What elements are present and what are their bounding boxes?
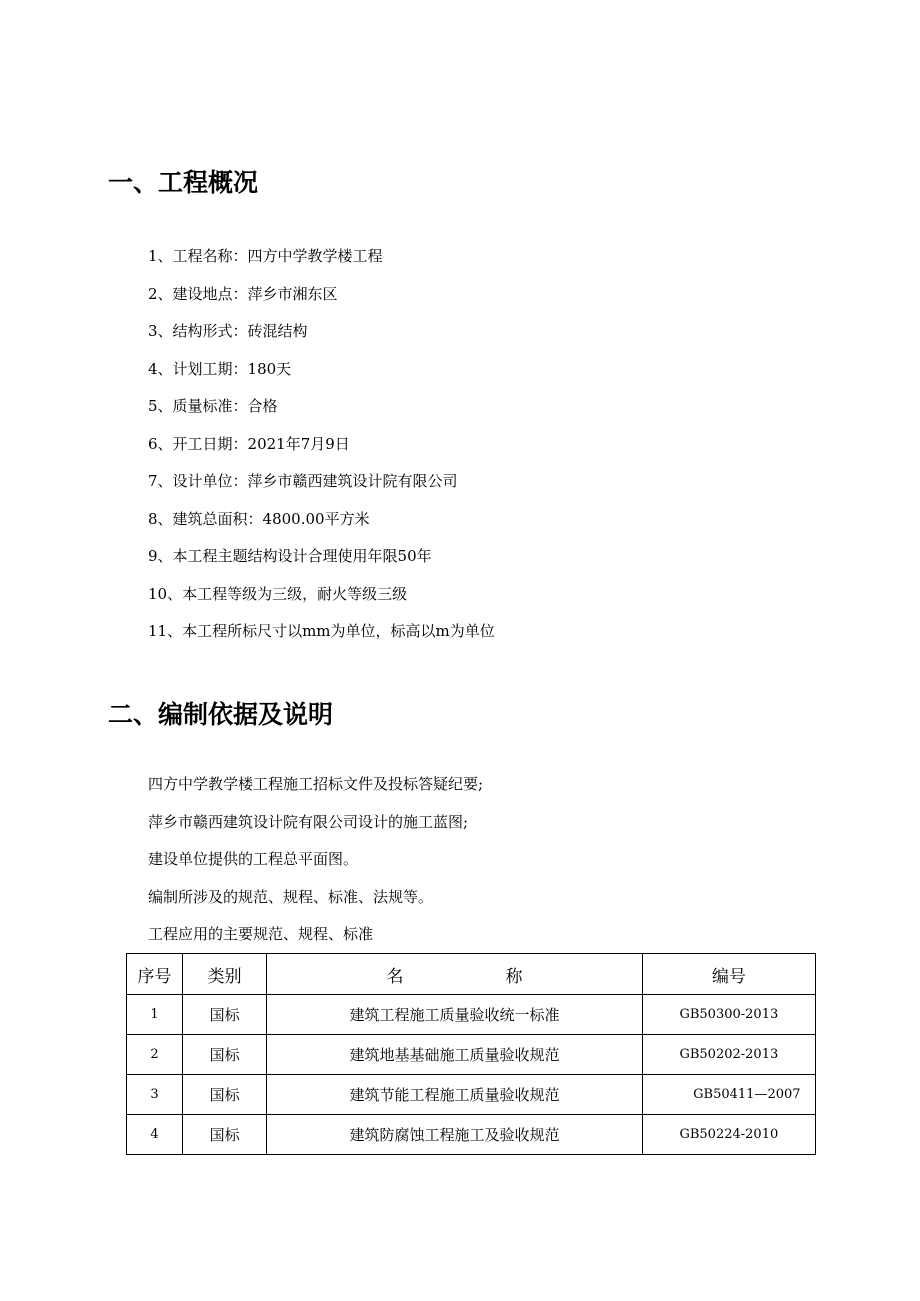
cell-seq: 4 [127, 1115, 183, 1155]
list-item: 1、工程名称：四方中学教学楼工程 [148, 247, 383, 265]
list-item: 11、本工程所标尺寸以mm为单位，标高以m为单位 [148, 622, 495, 640]
paragraph: 四方中学教学楼工程施工招标文件及投标答疑纪要; [148, 775, 484, 793]
list-item: 3、结构形式：砖混结构 [148, 322, 308, 340]
table-row [127, 1035, 816, 1075]
list-item: 5、质量标准：合格 [148, 397, 278, 415]
list-item: 4、计划工期：180天 [148, 359, 292, 378]
paragraph: 工程应用的主要规范、规程、标准 [148, 925, 374, 943]
cell-name: 建筑地基基础施工质量验收规范 [267, 1035, 643, 1075]
project-overview-list [148, 243, 495, 656]
cell-category: 国标 [183, 1035, 267, 1075]
list-item: 10、本工程等级为三级，耐火等级三级 [148, 584, 408, 603]
cell-name: 建筑防腐蚀工程施工及验收规范 [267, 1115, 643, 1155]
cell-category: 国标 [183, 1115, 267, 1155]
list-item: 9、本工程主题结构设计合理使用年限50年 [148, 547, 432, 565]
cell-code: GB50411—2007 [642, 1075, 815, 1115]
paragraph: 建设单位提供的工程总平面图。 [148, 850, 359, 868]
cell-seq: 1 [127, 995, 183, 1035]
paragraph: 萍乡市赣西建筑设计院有限公司设计的施工蓝图; [148, 812, 469, 831]
section-title-project-overview: 一、工程概况 [108, 168, 259, 197]
header-seq: 序号 [127, 954, 183, 995]
cell-category: 国标 [183, 995, 267, 1035]
section-title-basis: 二、编制依据及说明 [108, 700, 334, 729]
table-row [127, 995, 816, 1035]
cell-seq: 3 [127, 1075, 183, 1115]
list-item: 8、建筑总面积：4800.00平方米 [148, 509, 370, 528]
cell-seq: 2 [127, 1035, 183, 1075]
cell-name: 建筑节能工程施工质量验收规范 [267, 1075, 643, 1115]
header-name: 名 称 [267, 954, 643, 995]
cell-code: GB50300-2013 [642, 995, 815, 1035]
table-row [127, 1075, 816, 1115]
cell-code: GB50202-2013 [642, 1035, 815, 1075]
table-header-row [127, 954, 816, 995]
list-item: 7、设计单位：萍乡市赣西建筑设计院有限公司 [148, 472, 458, 490]
cell-code: GB50224-2010 [642, 1115, 815, 1155]
cell-category: 国标 [183, 1075, 267, 1115]
header-category: 类别 [183, 954, 267, 995]
list-item: 2、建设地点：萍乡市湘东区 [148, 284, 338, 303]
basis-paragraphs [148, 771, 483, 959]
paragraph: 编制所涉及的规范、规程、标准、法规等。 [148, 887, 434, 906]
header-code: 编号 [642, 954, 815, 995]
table-row [127, 1115, 816, 1155]
standards-table [126, 953, 816, 1155]
list-item: 6、开工日期：2021年7月9日 [148, 434, 350, 453]
cell-name: 建筑工程施工质量验收统一标准 [267, 995, 643, 1035]
